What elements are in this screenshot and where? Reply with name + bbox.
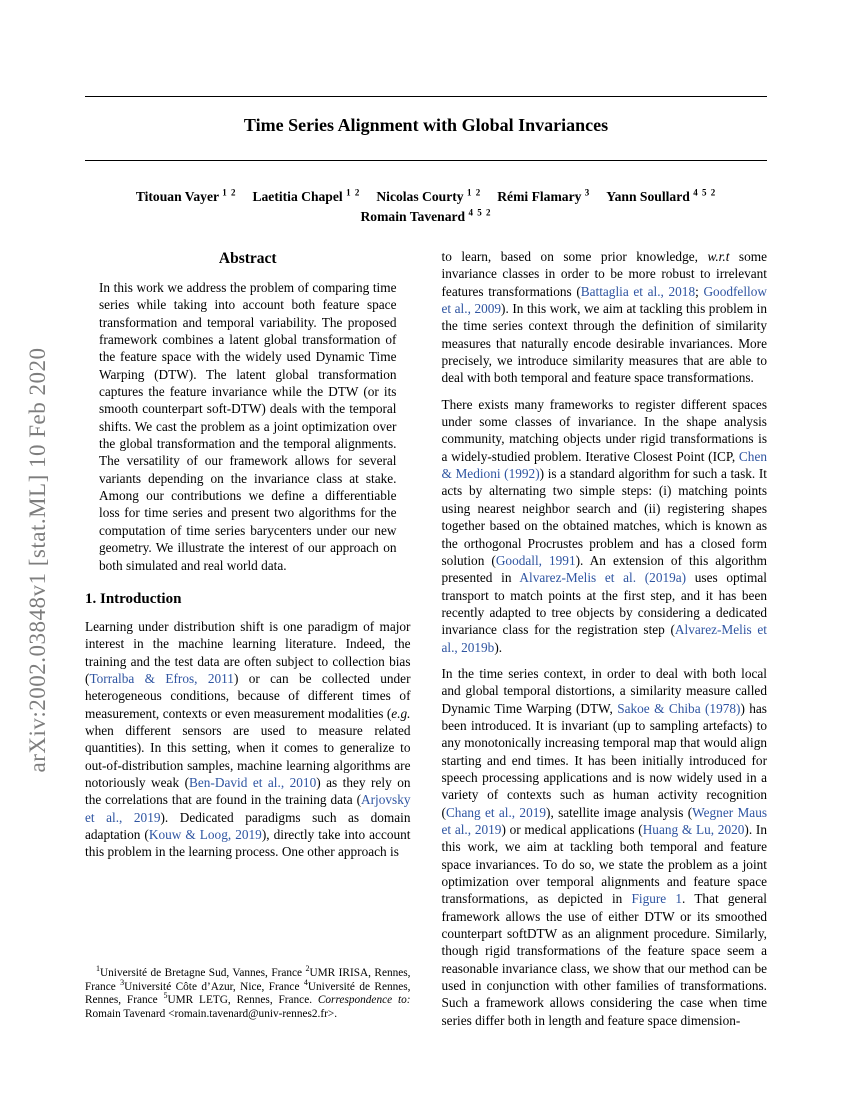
text-run: ), satellite image analysis ( xyxy=(546,804,693,820)
text-run: uses optimal transport to match points at the first step, and it has been recently adapted to tree objects by considering a dedicated invariance class for the registration step ( xyxy=(441,570,767,638)
text-run: w.r.t xyxy=(707,249,730,264)
citation-link[interactable]: Goodfellow et al., 2009 xyxy=(441,283,767,317)
superscript: 3 xyxy=(120,977,125,987)
left-column xyxy=(85,248,411,1026)
intro-paragraph-right-1 xyxy=(442,248,768,387)
text-run: ) is a standard algorithm for such a task. It acts by alternating two simple steps: (i) matching points using nearest neighbor search and (ii) registering shapes together based on the obtained matches, which is known as the orthogonal Procrustes problem and has a closed form solution ( xyxy=(441,466,767,568)
author-affiliation-superscript: 3 xyxy=(584,187,591,198)
citation-link[interactable]: Figure 1 xyxy=(631,891,683,907)
text-run: . That general framework allows the use of either DTW or its smoothed counterpart softDTW as an alignment procedure. Similarly, though rigid transformations of the feature space seem a reasonable invariance class, we show that our method can be used in conjunction with other families of transformations. Such a framework allows considering the case when time series differ both in length and feature space dimension- xyxy=(441,891,767,1028)
text-run: Université de Bretagne Sud, Vannes, France xyxy=(100,966,306,979)
citation-link[interactable]: Chang et al., 2019 xyxy=(445,804,547,820)
author-name: Titouan Vayer $^{1 2}$ xyxy=(135,187,237,204)
text-run: ) or can be collected under heterogeneous conditions, because of different times of measurement, contexts or even measurement modalities ( xyxy=(85,670,411,721)
superscript: 5 xyxy=(163,991,168,1001)
text-run: UMR LETG, Rennes, France. xyxy=(167,994,318,1007)
citation-link[interactable]: Kouw & Loog, 2019 xyxy=(148,826,262,842)
affiliation-footnote xyxy=(85,964,411,1022)
author-name: Nicolas Courty $^{1 2}$ xyxy=(376,187,482,204)
author-name: Romain Tavenard $^{4 5 2}$ xyxy=(360,207,492,224)
citation-link[interactable]: Sakoe & Chiba (1978) xyxy=(617,700,741,716)
citation-link[interactable]: Alvarez-Melis et al., 2019b xyxy=(441,622,767,655)
author-line-1 xyxy=(85,187,767,207)
text-run: when different sensors are used to measure related quantities). In this setting, when it comes to generalize to out-of-distribution samples, machine learning algorithms are notoriously weak ( xyxy=(85,722,411,790)
abstract-section xyxy=(85,250,411,574)
text-run: ) or medical applications ( xyxy=(501,822,643,837)
intro-paragraph-right-2 xyxy=(442,396,768,656)
text-run: some invariance classes in order to be more robust to irrelevant features transformations ( xyxy=(441,249,767,299)
section-heading-introduction: 1. Introduction xyxy=(85,590,182,607)
author-name: Rémi Flamary $^3$ xyxy=(497,187,591,204)
text-run: ). Dedicated paradigms such as domain adaptation ( xyxy=(85,809,411,842)
text-run: In this work we address the problem of comparing time series while taking into account both feature space transformation and temporal variability. The proposed framework combines a latent global transformation of the feature space with the widely used Dynamic Time Warping (DTW). The latent global transformation captures the feature invariance while the DTW (or its smooth counterpart soft-DTW) deals with the temporal shifts. We cast the problem as a joint optimization over the global transformation and the temporal alignments. The versatility of our framework allows for several variants depending on the invariance class at stake. Among our contributions we define a differentiable loss for time series and present two algorithms for the computation of time series barycenters under our new geometry. We illustrate the interest of our approach on both simulated and real world data. xyxy=(99,280,397,573)
citation-link[interactable]: Arjovsky et al., 2019 xyxy=(85,792,411,825)
author-line-2 xyxy=(85,207,767,227)
text-run: ). In this work, we aim at tackling this problem in the time series context through the definition of similarity measures that naturally encode desirable invariances. More precisely, we introduce similarity measures that are able to deal with both temporal and feature space transformations. xyxy=(441,301,767,386)
citation-link[interactable]: Alvarez-Melis et al. (2019a) xyxy=(519,570,687,586)
author-affiliation-superscript: 1 2 xyxy=(346,187,361,198)
intro-paragraph-left-1 xyxy=(85,618,411,861)
text-run: ). xyxy=(494,639,503,655)
superscript: 2 xyxy=(305,964,310,974)
text-run: ). In this work, we aim at tackling both temporal and feature space invariances. To do so, we state the problem as a joint optimization over temporal alignments and feature space transformations, as depicted in xyxy=(441,822,767,907)
superscript: 4 xyxy=(303,977,308,987)
text-run: ; xyxy=(695,283,704,299)
citation-link[interactable]: Goodall, 1991 xyxy=(495,552,576,568)
author-name: Yann Soullard $^{4 5 2}$ xyxy=(606,187,717,204)
title-rule-bottom xyxy=(85,160,767,161)
two-column-body xyxy=(85,248,767,1026)
text-run: to learn, based on some prior knowledge, xyxy=(441,249,708,264)
text-run: ) as they rely on the correlations that are found in the training data ( xyxy=(85,774,411,808)
right-column xyxy=(442,248,768,1026)
citation-link[interactable]: Torralba & Efros, 2011 xyxy=(89,670,234,686)
text-run: UMR IRISA, Rennes, France xyxy=(85,966,411,993)
text-run: ), directly take into account this problem in the learning process. One other approach is xyxy=(85,826,411,860)
text-run: e.g. xyxy=(391,705,411,721)
abstract-text xyxy=(99,279,397,574)
author-affiliation-superscript: 4 5 2 xyxy=(693,187,717,198)
title-rule-top xyxy=(85,96,767,97)
text-run: In the time series context, in order to deal with both local and global temporal distortions, a similarity measure called Dynamic Time Warping (DTW, xyxy=(441,665,767,716)
text-run: ). An extension of this algorithm presented in xyxy=(441,552,767,586)
author-affiliation-superscript: 1 2 xyxy=(222,187,237,198)
text-run: There exists many frameworks to register different spaces under some classes of invariance. In the shape analysis community, matching objects under rigid transformations is a widely-studied problem. Iterative Closest Point (ICP, xyxy=(441,396,767,464)
citation-link[interactable]: Chen & Medioni (1992) xyxy=(441,448,767,482)
author-affiliation-superscript: 4 5 2 xyxy=(468,207,492,218)
citation-link[interactable]: Huang & Lu, 2020 xyxy=(642,822,745,837)
text-run: Romain Tavenard <romain.tavenard@univ-rennes2.fr>. xyxy=(85,1008,338,1021)
citation-link[interactable]: Wegner Maus et al., 2019 xyxy=(441,804,768,837)
citation-link[interactable]: Ben-David et al., 2010 xyxy=(189,774,317,790)
text-run: ) has been introduced. It is invariant (up to sampling artefacts) to any monotonically increasing temporal map that would align starting and end times. It has been initially introduced for speech processing applications and is now widely used in a variety of contexts such as human activity recognition ( xyxy=(441,700,767,820)
abstract-heading: Abstract xyxy=(218,250,277,267)
paper-title: Time Series Alignment with Global Invariances xyxy=(243,115,609,135)
text-run: Learning under distribution shift is one paradigm of major interest in the machine learning literature. Indeed, the training and the test data are often subject to collection bias ( xyxy=(85,618,411,686)
text-run: Université Côte d’Azur, Nice, France xyxy=(124,980,304,993)
arxiv-stamp: arXiv:2002.03848v1 [stat.ML] 10 Feb 2020 xyxy=(25,347,50,773)
author-block xyxy=(85,187,767,227)
text-run: Université de Rennes, Rennes, France xyxy=(85,980,411,1007)
intro-paragraph-right-3 xyxy=(442,665,768,1029)
author-name: Laetitia Chapel $^{1 2}$ xyxy=(252,187,361,204)
text-run: Correspondence to: xyxy=(317,994,411,1007)
superscript: 1 xyxy=(96,964,100,974)
citation-link[interactable]: Battaglia et al., 2018 xyxy=(580,283,696,299)
author-affiliation-superscript: 1 2 xyxy=(466,187,482,198)
